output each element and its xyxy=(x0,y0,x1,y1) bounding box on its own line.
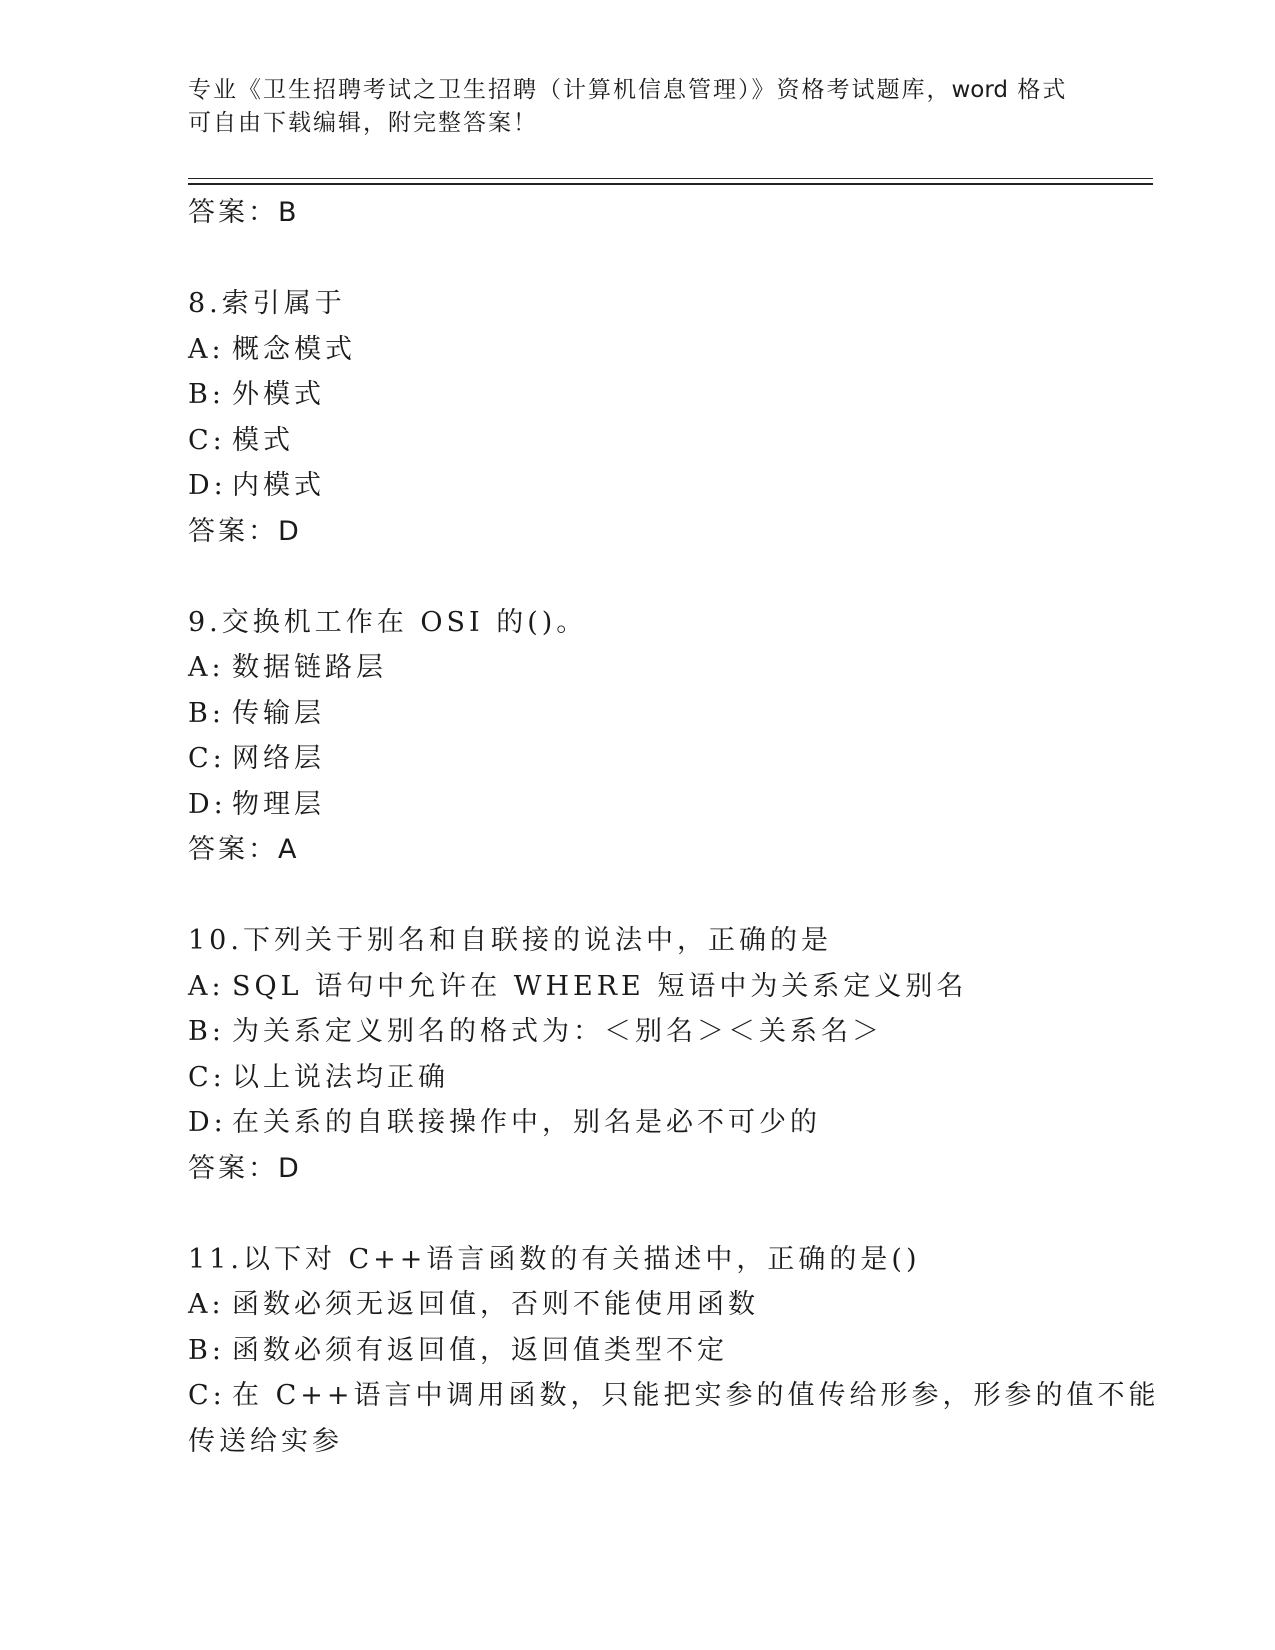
option-line xyxy=(188,1373,1160,1419)
option-text: 网络层 xyxy=(232,743,325,774)
question-stem: 10.下列关于别名和自联接的说法中，正确的是 xyxy=(188,925,832,956)
option-continuation: 传送给实参 xyxy=(188,1425,343,1457)
option-label: A: xyxy=(188,333,225,365)
option-line xyxy=(188,1282,1088,1328)
option-text: 数据链路层 xyxy=(232,652,387,683)
option-text: 为关系定义别名的格式为：＜别名＞＜关系名＞ xyxy=(232,1016,883,1047)
answer-line: 答案：B xyxy=(188,197,300,228)
header-format-word: word xyxy=(951,77,1009,103)
option-label: A: xyxy=(188,970,225,1002)
option-text: 内模式 xyxy=(232,470,325,501)
option-label: B: xyxy=(188,697,225,729)
option-label: C: xyxy=(188,424,226,456)
header-line-1-tail: 格式 xyxy=(1008,77,1068,103)
option-text: 在关系的自联接操作中，别名是必不可少的 xyxy=(232,1107,821,1138)
header-line-2: 可自由下载编辑，附完整答案！ xyxy=(188,110,538,136)
option-text: 函数必须无返回值，否则不能使用函数 xyxy=(232,1289,759,1320)
option-line xyxy=(188,1055,1088,1101)
header-line-1 xyxy=(188,74,1088,107)
option-label: B: xyxy=(188,1334,225,1366)
option-line xyxy=(188,1328,1088,1374)
answer-line: 答案：A xyxy=(188,834,300,865)
option-text: 在 C++语言中调用函数，只能把实参的值传给形参，形参的值不能 xyxy=(232,1380,1160,1411)
option-text: 外模式 xyxy=(232,379,325,410)
option-label: D: xyxy=(188,1107,227,1138)
option-text: 传输层 xyxy=(232,697,325,729)
header-divider-thick xyxy=(188,183,1153,185)
question-stem: 8.索引属于 xyxy=(188,288,346,319)
spacer xyxy=(188,873,1088,919)
option-label: B: xyxy=(188,1016,225,1047)
option-line xyxy=(188,1100,1088,1146)
spacer xyxy=(188,554,1088,600)
answer-line: 答案：D xyxy=(188,515,302,547)
option-line xyxy=(188,645,1088,691)
option-text: 函数必须有返回值，返回值类型不定 xyxy=(232,1334,728,1366)
option-label: C: xyxy=(188,1061,226,1093)
option-label: B: xyxy=(188,379,225,410)
header-divider-thin xyxy=(188,178,1153,179)
question-stem: 9.交换机工作在 OSI 的()。 xyxy=(188,606,588,638)
option-line xyxy=(188,964,1088,1010)
question-list xyxy=(188,190,1160,1464)
option-line xyxy=(188,1009,1088,1055)
question-stem: 11.以下对 C++语言函数的有关描述中，正确的是() xyxy=(188,1243,921,1275)
option-label: C: xyxy=(188,743,226,774)
spacer xyxy=(188,236,1088,282)
answer-line: 答案：D xyxy=(188,1152,302,1184)
option-line xyxy=(188,463,1088,509)
option-label: A: xyxy=(188,1289,225,1320)
option-text: 模式 xyxy=(232,424,294,456)
option-line xyxy=(188,691,1088,737)
option-line xyxy=(188,327,1088,373)
spacer xyxy=(188,1191,1088,1237)
option-text: 物理层 xyxy=(232,788,325,820)
option-line xyxy=(188,736,1088,782)
option-label: D: xyxy=(188,470,227,501)
header-line-1-text: 专业《卫生招聘考试之卫生招聘（计算机信息管理）》资格考试题库， xyxy=(188,77,952,103)
document-header xyxy=(188,74,1088,140)
option-label: D: xyxy=(188,788,227,820)
option-line xyxy=(188,782,1088,828)
option-text: 概念模式 xyxy=(232,333,356,365)
option-line xyxy=(188,418,1088,464)
option-line xyxy=(188,372,1088,418)
option-label: A: xyxy=(188,652,225,683)
option-label: C: xyxy=(188,1380,226,1411)
option-text: 以上说法均正确 xyxy=(232,1061,449,1093)
option-text: SQL 语句中允许在 WHERE 短语中为关系定义别名 xyxy=(232,970,968,1002)
